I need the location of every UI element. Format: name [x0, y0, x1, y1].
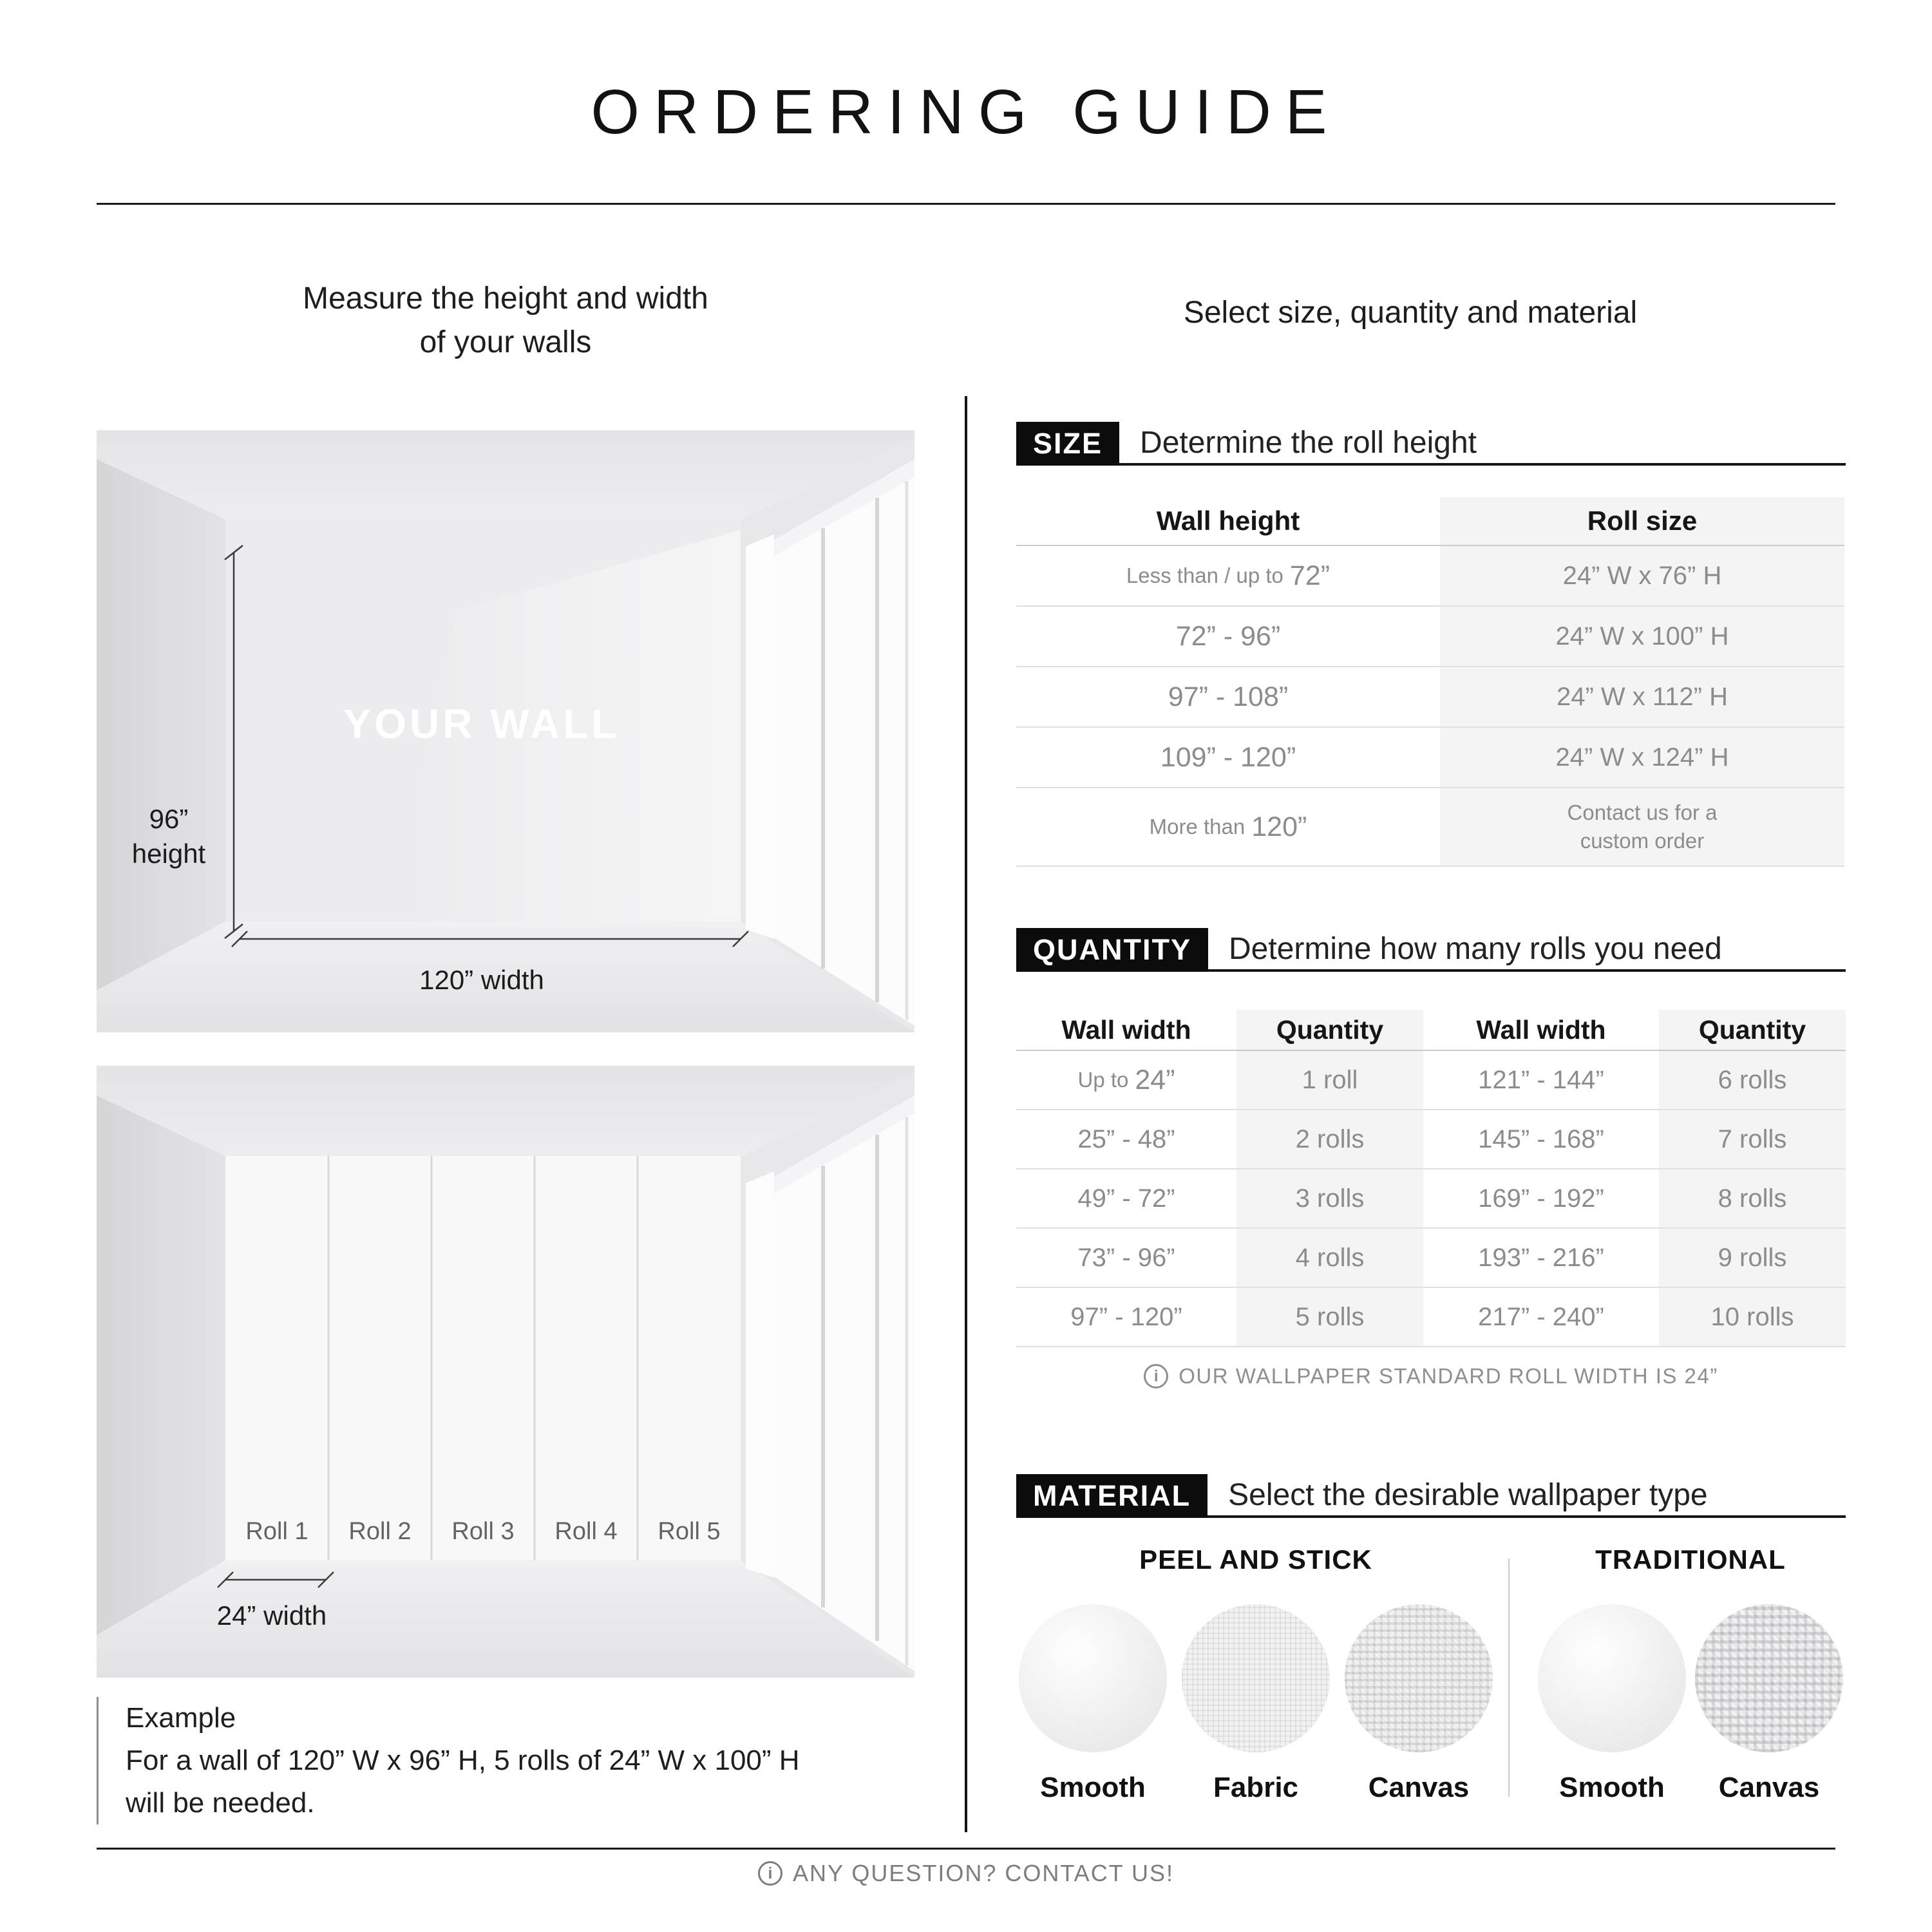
- size-section-header: [1016, 422, 1846, 466]
- wall-width-column-header: Wall width: [1476, 1014, 1606, 1045]
- top-divider-line: [97, 203, 1835, 205]
- quantity-cell: 5 rolls: [1236, 1288, 1423, 1346]
- wall-height-value: 109” - 120”: [1160, 741, 1296, 773]
- wall-height-value: 120”: [1251, 811, 1307, 842]
- left-heading-line2: of your walls: [419, 325, 592, 360]
- material-swatches: [1538, 1604, 1843, 1804]
- quantity-cell: 8 rolls: [1659, 1170, 1846, 1227]
- material-group-title: TRADITIONAL: [1595, 1544, 1786, 1575]
- size-badge: SIZE: [1016, 422, 1119, 466]
- custom-order-note: [1567, 799, 1718, 855]
- room1-window-glass: [774, 477, 914, 1026]
- example-line2: will be needed.: [126, 1787, 315, 1819]
- wall-height-value: 72” - 96”: [1175, 620, 1281, 652]
- canvas-texture-swatch: [1345, 1604, 1493, 1752]
- quantity-cell: 9 rolls: [1659, 1229, 1846, 1287]
- smooth-texture-swatch: [1019, 1604, 1167, 1752]
- column-divider-line: [965, 396, 967, 1832]
- quantity-section-header: [1016, 928, 1846, 972]
- material-group-divider: [1508, 1558, 1510, 1797]
- example-line1: For a wall of 120” W x 96” H, 5 rolls of 24” W x 100” H: [126, 1745, 800, 1776]
- roll-panel-label: Roll 1: [245, 1518, 308, 1545]
- material-option-label: Fabric: [1213, 1772, 1299, 1803]
- table-row: [1016, 545, 1844, 605]
- wall-width-cell: 97” - 120”: [1070, 1302, 1182, 1331]
- wall-width-cell: 25” - 48”: [1077, 1124, 1175, 1153]
- info-icon: i: [758, 1861, 782, 1886]
- material-swatches: [1019, 1604, 1493, 1804]
- left-column-heading: [97, 277, 914, 365]
- table-row: [1016, 1227, 1846, 1287]
- wall-height-column-header: Wall height: [1156, 506, 1300, 536]
- material-option-label: Smooth: [1559, 1772, 1665, 1803]
- wall-width-prefix: Up to: [1077, 1068, 1129, 1092]
- room-illustration-measure: [97, 430, 914, 1032]
- standard-roll-width-note: [1016, 1364, 1846, 1388]
- wall-height-value: 72”: [1289, 560, 1331, 591]
- size-section-title: Determine the roll height: [1140, 425, 1477, 460]
- left-heading-line1: Measure the height and width: [303, 281, 708, 316]
- wall-width-cell: 73” - 96”: [1077, 1243, 1175, 1272]
- roll-size-cell: 24” W x 124” H: [1440, 728, 1844, 787]
- roll-panel-label: Roll 3: [451, 1518, 515, 1545]
- wall-height-word-label: height: [131, 838, 206, 869]
- material-option: [1345, 1604, 1493, 1804]
- roll-width-label: 24” width: [216, 1600, 327, 1631]
- roll-panel-label: Roll 5: [658, 1518, 721, 1545]
- wall-height-cell: [1016, 728, 1440, 787]
- table-row: [1016, 1287, 1846, 1347]
- wall-width-column-header: Wall width: [1061, 1014, 1191, 1045]
- material-option: [1695, 1604, 1843, 1804]
- wall-height-cell: [1016, 546, 1440, 605]
- table-header-row: [1016, 497, 1844, 545]
- footer-divider-line: [97, 1848, 1835, 1850]
- roll-quantity-table: [1016, 1010, 1846, 1347]
- table-header-row: [1016, 1010, 1846, 1050]
- wall-height-value: 97” - 108”: [1168, 681, 1289, 712]
- wall-width-cell: 121” - 144”: [1478, 1065, 1604, 1094]
- size-header-rule: [1119, 422, 1846, 466]
- quantity-cell: 6 rolls: [1659, 1051, 1846, 1109]
- wall-width-cell: 217” - 240”: [1478, 1302, 1604, 1331]
- wall-width-value: 24”: [1135, 1064, 1175, 1095]
- wall-height-prefix: Less than / up to: [1126, 564, 1283, 587]
- roll-panel-label: Roll 2: [348, 1518, 412, 1545]
- material-option: [1538, 1604, 1686, 1804]
- room1-left-wall: [97, 459, 225, 990]
- canvas-texture-swatch: [1695, 1604, 1843, 1752]
- roll-size-cell: [1440, 788, 1844, 866]
- custom-order-line2: custom order: [1580, 829, 1705, 853]
- wall-height-cell: [1016, 788, 1440, 866]
- material-group-traditional: [1538, 1544, 1843, 1804]
- table-row: [1016, 666, 1844, 726]
- material-group-peel-and-stick: [1019, 1544, 1493, 1804]
- wall-width-cell: 193” - 216”: [1478, 1243, 1604, 1272]
- table-row: [1016, 787, 1844, 867]
- table-row: [1016, 1109, 1846, 1168]
- quantity-column-header: Quantity: [1236, 1010, 1423, 1050]
- table-row: [1016, 605, 1844, 666]
- info-icon: i: [1144, 1364, 1168, 1388]
- quantity-cell: 2 rolls: [1236, 1110, 1423, 1168]
- material-section-title: Select the desirable wallpaper type: [1228, 1477, 1708, 1512]
- table-row: [1016, 1050, 1846, 1109]
- quantity-cell: 3 rolls: [1236, 1170, 1423, 1227]
- roll-size-column-header: Roll size: [1440, 497, 1844, 545]
- example-heading: Example: [126, 1702, 236, 1734]
- material-option: [1182, 1604, 1330, 1804]
- material-option-label: Canvas: [1718, 1772, 1820, 1803]
- wall-width-cell: 169” - 192”: [1478, 1184, 1604, 1213]
- room2-window-jamb: [746, 1171, 774, 1578]
- custom-order-line1: Contact us for a: [1567, 800, 1718, 825]
- material-badge: MATERIAL: [1016, 1474, 1208, 1518]
- quantity-section-title: Determine how many rolls you need: [1229, 931, 1722, 966]
- table-row: [1016, 726, 1844, 787]
- wallpaper-roll-panels: [225, 1156, 741, 1560]
- wall-height-prefix: More than: [1149, 815, 1245, 838]
- page-title: ORDERING GUIDE: [591, 77, 1341, 147]
- roll-size-cell: 24” W x 100” H: [1440, 607, 1844, 666]
- wall-width-label: 120” width: [419, 965, 544, 995]
- quantity-cell: 4 rolls: [1236, 1229, 1423, 1287]
- footer: [0, 1860, 1932, 1887]
- room2-window-glass: [774, 1113, 914, 1671]
- example-note: [97, 1697, 800, 1824]
- material-option: [1019, 1604, 1167, 1804]
- note-text: OUR WALLPAPER STANDARD ROLL WIDTH IS 24”: [1179, 1364, 1718, 1388]
- material-option-label: Canvas: [1368, 1772, 1470, 1803]
- quantity-header-rule: [1208, 928, 1846, 972]
- quantity-cell: 10 rolls: [1659, 1288, 1846, 1346]
- your-wall-label: YOUR WALL: [343, 701, 620, 747]
- room-illustration-rolls: [97, 1066, 914, 1678]
- footer-contact-text: ANY QUESTION? CONTACT US!: [792, 1860, 1175, 1886]
- wall-height-cell: [1016, 607, 1440, 666]
- room1-window-jamb: [746, 535, 774, 939]
- fabric-texture-swatch: [1182, 1604, 1330, 1752]
- smooth-texture-swatch: [1538, 1604, 1686, 1752]
- material-section-header: [1016, 1474, 1846, 1518]
- table-row: [1016, 1168, 1846, 1227]
- material-header-rule: [1208, 1474, 1846, 1518]
- wall-height-cell: [1016, 667, 1440, 726]
- roll-size-cell: 24” W x 76” H: [1440, 546, 1844, 605]
- right-column-heading: Select size, quantity and material: [1183, 296, 1638, 330]
- quantity-cell: 1 roll: [1236, 1051, 1423, 1109]
- roll-size-cell: 24” W x 112” H: [1440, 667, 1844, 726]
- quantity-cell: 7 rolls: [1659, 1110, 1846, 1168]
- roll-panel-label: Roll 4: [554, 1518, 618, 1545]
- material-option-label: Smooth: [1040, 1772, 1146, 1803]
- quantity-badge: QUANTITY: [1016, 928, 1208, 972]
- wall-height-value-label: 96”: [149, 804, 189, 834]
- quantity-column-header: Quantity: [1659, 1010, 1846, 1050]
- wall-width-cell: 145” - 168”: [1478, 1124, 1604, 1153]
- wall-width-cell: 49” - 72”: [1077, 1184, 1175, 1213]
- roll-height-table: [1016, 497, 1844, 867]
- material-group-title: PEEL AND STICK: [1139, 1544, 1372, 1575]
- wall-width-cell: [1016, 1051, 1236, 1109]
- room2-left-wall: [97, 1095, 225, 1635]
